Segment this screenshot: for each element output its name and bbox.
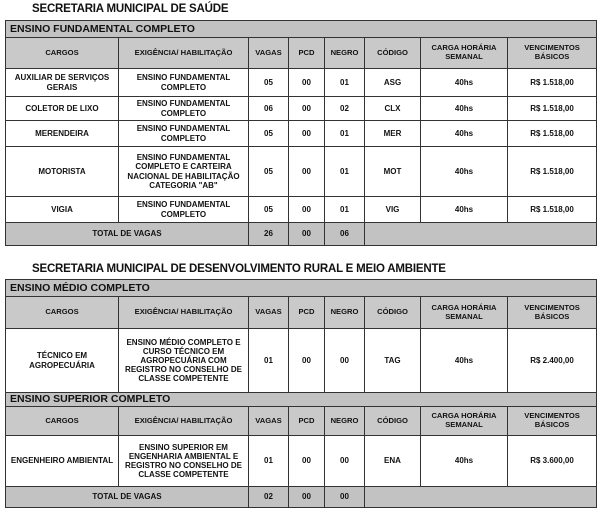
vencimento-cell: R$ 1.518,00 — [508, 69, 597, 97]
total-vagas: 26 — [249, 223, 289, 246]
exigencia-cell: ENSINO SUPERIOR EM ENGENHARIA AMBIENTAL E REGISTRO NO CONSELHO DE CLASSE COMPETENTE — [119, 436, 249, 487]
header-pcd: PCD — [289, 407, 325, 436]
vagas-cell: 05 — [249, 69, 289, 97]
header-pcd: PCD — [289, 297, 325, 329]
band-ensino-superior: ENSINO SUPERIOR COMPLETO — [6, 393, 597, 407]
header-vencimentos: VENCIMENTOS BÁSICOS — [508, 297, 597, 329]
cargo-cell: ENGENHEIRO AMBIENTAL — [6, 436, 119, 487]
pcd-cell: 00 — [289, 121, 325, 147]
total-vagas: 02 — [249, 487, 289, 508]
vencimento-cell: R$ 2.400,00 — [508, 329, 597, 393]
header-exigencia: EXIGÊNCIA/ HABILITAÇÃO — [119, 407, 249, 436]
table-row — [6, 69, 597, 97]
header-cargos: CARGOS — [6, 407, 119, 436]
vagas-cell: 05 — [249, 121, 289, 147]
header-vencimentos: VENCIMENTOS BÁSICOS — [508, 407, 597, 436]
vencimento-cell: R$ 1.518,00 — [508, 147, 597, 197]
carga-cell: 40hs — [421, 121, 508, 147]
total-pcd: 00 — [289, 223, 325, 246]
vencimento-cell: R$ 1.518,00 — [508, 197, 597, 223]
cargo-cell: MOTORISTA — [6, 147, 119, 197]
cargo-cell: TÉCNICO EM AGROPECUÁRIA — [6, 329, 119, 393]
section1-band: ENSINO FUNDAMENTAL COMPLETO — [6, 21, 597, 38]
codigo-cell: TAG — [365, 329, 421, 393]
total-negro: 00 — [325, 487, 365, 508]
vencimento-cell: R$ 1.518,00 — [508, 97, 597, 121]
negro-cell: 00 — [325, 329, 365, 393]
header-vagas: VAGAS — [249, 38, 289, 69]
codigo-cell: VIG — [365, 197, 421, 223]
section2-header-row-medio — [6, 297, 597, 329]
pcd-cell: 00 — [289, 69, 325, 97]
pcd-cell: 00 — [289, 329, 325, 393]
exigencia-cell: ENSINO FUNDAMENTAL COMPLETO — [119, 97, 249, 121]
cargo-cell: MERENDEIRA — [6, 121, 119, 147]
section1-table — [5, 20, 597, 246]
codigo-cell: MER — [365, 121, 421, 147]
carga-cell: 40hs — [421, 329, 508, 393]
total-row — [6, 223, 597, 246]
total-row — [6, 487, 597, 508]
carga-cell: 40hs — [421, 436, 508, 487]
header-exigencia: EXIGÊNCIA/ HABILITAÇÃO — [119, 297, 249, 329]
cargo-cell: AUXILIAR DE SERVIÇOS GERAIS — [6, 69, 119, 97]
table-row — [6, 97, 597, 121]
negro-cell: 01 — [325, 147, 365, 197]
vencimento-cell: R$ 3.600,00 — [508, 436, 597, 487]
carga-cell: 40hs — [421, 197, 508, 223]
exigencia-cell: ENSINO FUNDAMENTAL COMPLETO — [119, 121, 249, 147]
carga-cell: 40hs — [421, 69, 508, 97]
vagas-cell: 05 — [249, 147, 289, 197]
header-codigo: CÓDIGO — [365, 297, 421, 329]
vagas-cell: 01 — [249, 436, 289, 487]
table-row — [6, 436, 597, 487]
negro-cell: 01 — [325, 197, 365, 223]
exigencia-cell: ENSINO FUNDAMENTAL COMPLETO — [119, 69, 249, 97]
negro-cell: 02 — [325, 97, 365, 121]
negro-cell: 00 — [325, 436, 365, 487]
exigencia-cell: ENSINO MÉDIO COMPLETO E CURSO TÉCNICO EM AGROPECUÁRIA COM REGISTRO NO CONSELHO DE CLASSE COMPETENTE — [119, 329, 249, 393]
header-negro: NEGRO — [325, 38, 365, 69]
cargo-cell: VIGIA — [6, 197, 119, 223]
codigo-cell: CLX — [365, 97, 421, 121]
header-carga: CARGA HORÁRIA SEMANAL — [421, 297, 508, 329]
header-pcd: PCD — [289, 38, 325, 69]
header-cargos: CARGOS — [6, 38, 119, 69]
carga-cell: 40hs — [421, 97, 508, 121]
total-empty — [365, 487, 597, 508]
header-vencimentos: VENCIMENTOS BÁSICOS — [508, 38, 597, 69]
header-cargos: CARGOS — [6, 297, 119, 329]
total-negro: 06 — [325, 223, 365, 246]
total-label: TOTAL DE VAGAS — [6, 223, 249, 246]
negro-cell: 01 — [325, 121, 365, 147]
pcd-cell: 00 — [289, 147, 325, 197]
section1-title: SECRETARIA MUNICIPAL DE SAÚDE — [32, 3, 229, 15]
vencimento-cell: R$ 1.518,00 — [508, 121, 597, 147]
cargo-cell: COLETOR DE LIXO — [6, 97, 119, 121]
codigo-cell: ASG — [365, 69, 421, 97]
table-row — [6, 197, 597, 223]
vagas-cell: 01 — [249, 329, 289, 393]
header-negro: NEGRO — [325, 297, 365, 329]
header-vagas: VAGAS — [249, 297, 289, 329]
header-codigo: CÓDIGO — [365, 38, 421, 69]
carga-cell: 40hs — [421, 147, 508, 197]
total-label: TOTAL DE VAGAS — [6, 487, 249, 508]
vagas-cell: 05 — [249, 197, 289, 223]
exigencia-cell: ENSINO FUNDAMENTAL COMPLETO — [119, 197, 249, 223]
total-empty — [365, 223, 597, 246]
band-ensino-medio: ENSINO MÉDIO COMPLETO — [6, 280, 597, 297]
total-pcd: 00 — [289, 487, 325, 508]
section2-header-row-superior — [6, 407, 597, 436]
exigencia-cell: ENSINO FUNDAMENTAL COMPLETO E CARTEIRA NACIONAL DE HABILITAÇÃO CATEGORIA "AB" — [119, 147, 249, 197]
table-row — [6, 329, 597, 393]
pcd-cell: 00 — [289, 97, 325, 121]
pcd-cell: 00 — [289, 436, 325, 487]
header-negro: NEGRO — [325, 407, 365, 436]
codigo-cell: MOT — [365, 147, 421, 197]
section2-title: SECRETARIA MUNICIPAL DE DESENVOLVIMENTO RURAL E MEIO AMBIENTE — [32, 263, 446, 275]
pcd-cell: 00 — [289, 197, 325, 223]
table-row — [6, 121, 597, 147]
negro-cell: 01 — [325, 69, 365, 97]
header-carga: CARGA HORÁRIA SEMANAL — [421, 38, 508, 69]
header-exigencia: EXIGÊNCIA/ HABILITAÇÃO — [119, 38, 249, 69]
header-carga: CARGA HORÁRIA SEMANAL — [421, 407, 508, 436]
header-codigo: CÓDIGO — [365, 407, 421, 436]
section1-header-row — [6, 38, 597, 69]
table-row — [6, 147, 597, 197]
section2-table — [5, 279, 597, 508]
vagas-cell: 06 — [249, 97, 289, 121]
header-vagas: VAGAS — [249, 407, 289, 436]
codigo-cell: ENA — [365, 436, 421, 487]
